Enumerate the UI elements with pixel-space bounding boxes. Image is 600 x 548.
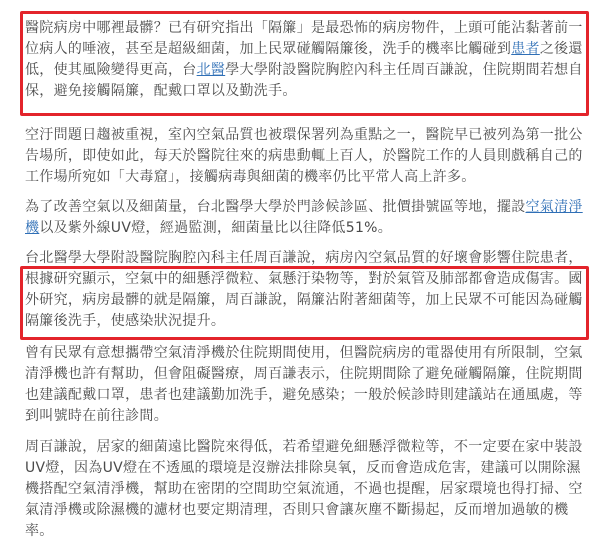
paragraph-6-line-1: 周百謙說，居家的細菌遠比醫院來得低，若希望避免細懸浮微粒等，不一定要在家中裝設 [25, 439, 583, 455]
paragraph-3 [25, 197, 585, 239]
paragraph-6-line-3: 機搭配空氣清淨機，幫助在密閉的空間助空氣流通，不過也提醒，居家環境也得打掃、空 [25, 481, 583, 497]
paragraph-5-line-3: 也建議配戴口罩，患者也建議勤加洗手，避免感染；一般於候診時則建議站在通風處，等 [25, 387, 583, 403]
paragraph-6 [25, 437, 585, 542]
link-air-purifier-end[interactable]: 機 [25, 220, 40, 236]
paragraph-3-line-2 [25, 218, 585, 239]
paragraph-1-line-2-text: 位病人的唾液，甚至是超級細菌，加上民眾碰觸隔簾後，洗手的機率比觸碰到 [25, 41, 512, 57]
paragraph-6-line-2: UV燈，因為UV燈在不透風的環境是沒辦法排除臭氧，反而會造成危害，建議可以開除濕 [25, 460, 581, 476]
paragraph-6-line-5: 率。 [25, 523, 54, 539]
paragraph-1-line-2-end: 之後還 [539, 41, 583, 57]
paragraph-5-line-4: 到叫號時在前往診間。 [25, 408, 168, 424]
link-patient[interactable]: 患者 [511, 41, 540, 57]
paragraph-6-line-4: 氣清淨機或除濕機的濾材也要定期清理，否則只會讓灰塵不斷揚起，反而增加過敏的機 [25, 502, 569, 518]
paragraph-2-line-1: 空汙問題日趨被重視，室內空氣品質也被環保署列為重點之一，醫院早已被列為第一批公 [25, 127, 583, 143]
paragraph-3-line-1 [25, 197, 585, 218]
paragraph-5-line-2: 清淨機也許有幫助，但會阻礙醫療，周百謙表示，住院期間除了避免碰觸隔簾，住院期間 [25, 366, 583, 382]
paragraph-5-line-1: 曾有民眾有意想攜帶空氣清淨機於住院期間使用，但醫院病房的電器使用有所限制，空氣 [25, 345, 583, 361]
paragraph-4-line-3: 外研究，病房最髒的就是隔簾，周百謙說，隔簾沾附著細菌等，加上民眾不可能因為碰觸 [25, 292, 583, 308]
paragraph-2-line-3: 工作場所宛如「大毒窟」，接觸病毒與細菌的機率仍比平常人高上許多。 [25, 169, 476, 185]
link-taipei-medical[interactable]: 北醫 [196, 62, 226, 78]
paragraph-2-line-2: 告場所，即使如此，每天於醫院往來的病患動輒上百人，於醫院工作的人員則戲稱自己的 [25, 148, 583, 164]
paragraph-4-line-4: 隔簾後洗手，使感染狀況提升。 [25, 313, 226, 329]
paragraph-4-line-2: 根據研究顯示，空氣中的細懸浮微粒、氣懸汙染物等，對於氣管及肺部都會造成傷害。國 [25, 271, 583, 287]
paragraph-5 [25, 343, 585, 427]
link-air-purifier[interactable]: 空氣清淨 [525, 199, 583, 215]
paragraph-3-line-1-text: 為了改善空氣以及細菌量，台北醫學大學於門診候診區、批價掛號區等地，擺設 [25, 199, 526, 215]
paragraph-1-line-4: 保，避免接觸隔簾，配戴口罩以及勤洗手。 [25, 83, 297, 99]
paragraph-1-line-3-rest: 學大學附設醫院胸腔內科主任周百謙說，住院期間若想自 [225, 62, 583, 78]
paragraph-1-line-3-start: 低，使其風險變得更高，台 [25, 62, 197, 78]
paragraph-1-line-1: 醫院病房中哪裡最髒？已有研究指出「隔簾」是最恐怖的病房物件，上頭可能沾黏著前一 [25, 20, 583, 36]
paragraph-3-line-2-text: 以及紫外線UV燈，經過監測，細菌量比以往降低51%。 [39, 220, 393, 236]
paragraph-2 [25, 125, 585, 188]
paragraph-4-line-1: 台北醫學大學附設醫院胸腔內科主任周百謙說，病房內空氣品質的好壞會影響住院患者， [25, 250, 583, 266]
paragraph-1 [25, 18, 585, 102]
paragraph-1-line-2 [25, 39, 585, 60]
paragraph-1-line-3 [25, 60, 585, 81]
paragraph-4 [25, 248, 585, 332]
